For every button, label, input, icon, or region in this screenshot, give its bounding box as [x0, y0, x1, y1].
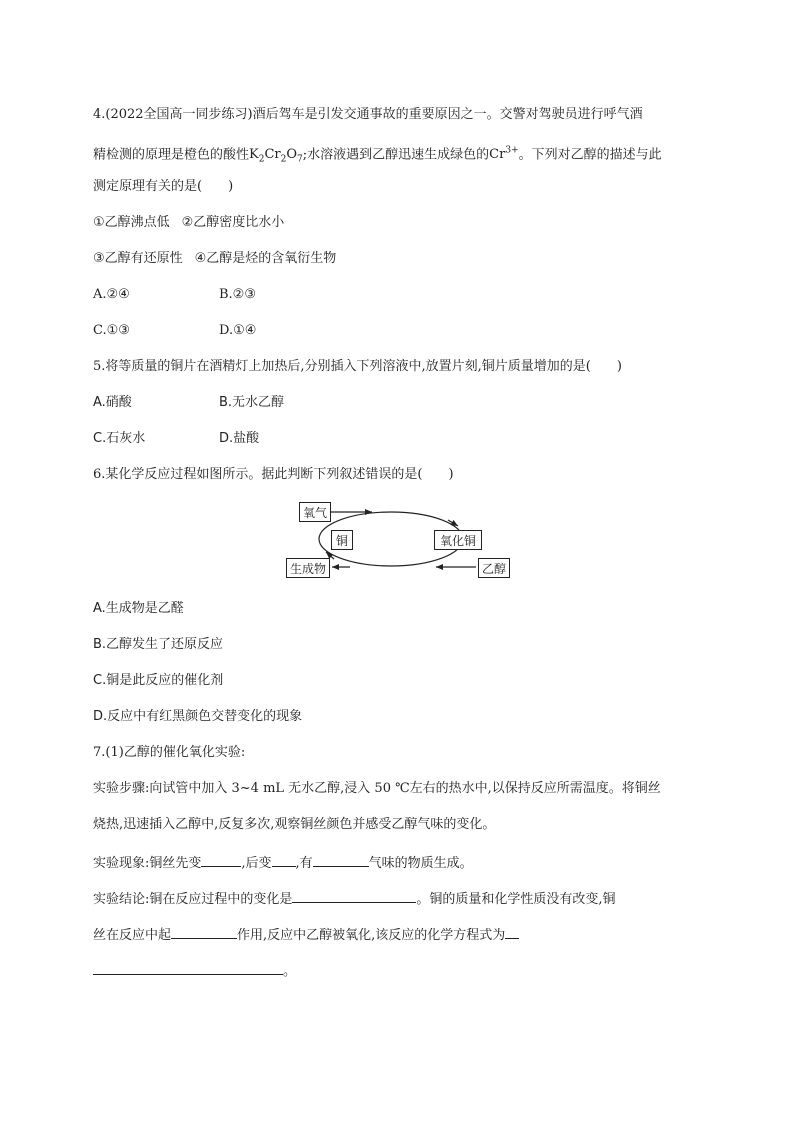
- q4-statement-2: ②乙醇密度比水小: [181, 215, 285, 230]
- q7-blank-change[interactable]: [292, 888, 416, 903]
- box-product: 生成物: [286, 558, 330, 578]
- q6-option-b-line: [93, 636, 223, 654]
- q5-option-b[interactable]: B.无水乙醇: [219, 395, 285, 410]
- q7-conclusion-line-1: [93, 888, 616, 909]
- q6-option-b[interactable]: B.乙醇发生了还原反应: [93, 637, 224, 652]
- q6-stem-end: ): [448, 467, 454, 482]
- q7-phen-c: ,有: [295, 856, 313, 871]
- q7-concl2-b: 作用,反应中乙醇被氧化,该反应的化学方程式为: [237, 928, 506, 943]
- q4-stem-2-pre: 精检测的原理是橙色的酸性: [93, 147, 250, 163]
- q4-statement-1: ①乙醇沸点低: [93, 215, 170, 230]
- q6-stem: 6.某化学反应过程如图所示。据此判断下列叙述错误的是(: [93, 467, 423, 482]
- q5-option-c[interactable]: C.石灰水: [93, 431, 146, 446]
- q6-option-d[interactable]: D.反应中有红黑颜色交替变化的现象: [93, 709, 303, 724]
- q7-concl-b: 。铜的质量和化学性质没有改变,铜: [416, 892, 616, 907]
- q4-source: (2022全国高一同步练习): [105, 107, 253, 122]
- q4-statement-3: ③乙醇有还原性: [93, 251, 183, 266]
- q7-phen-a: 实验现象:铜丝先变: [93, 856, 202, 871]
- q7-title-line: [93, 744, 245, 762]
- q6-option-c[interactable]: C.铜是此反应的催化剂: [93, 673, 224, 688]
- q5-option-d[interactable]: D.盐酸: [219, 431, 260, 446]
- q4-stem-3: 测定原理有关的是(: [93, 179, 203, 194]
- q7-phen-d: 气味的物质生成。: [368, 856, 473, 871]
- q7-conclusion-line-3: [93, 960, 296, 981]
- q7-phenomenon-line: [93, 852, 473, 873]
- q7-concl3-end: 。: [283, 964, 297, 979]
- q7-steps-2: 烧热,迅速插入乙醇中,反复多次,观察铜丝颜色并感受乙醇气味的变化。: [93, 817, 496, 832]
- box-oxygen: 氧气: [299, 502, 331, 522]
- q7-steps-line-2: [93, 816, 495, 834]
- q5-stem: 5.将等质量的铜片在酒精灯上加热后,分别插入下列溶液中,放置片刻,铜片质量增加的是(: [93, 359, 591, 374]
- q6-option-a[interactable]: A.生成物是乙醛: [93, 601, 184, 616]
- q7-blank-equation-start[interactable]: [505, 924, 519, 939]
- q4-option-b[interactable]: B.②③: [219, 287, 256, 302]
- box-copper-oxide: 氧化铜: [434, 530, 482, 550]
- box-copper: 铜: [331, 530, 353, 550]
- q7-blank-role[interactable]: [171, 924, 237, 939]
- q5-stem-end: ): [616, 359, 622, 374]
- q4-stem-1: 酒后驾车是引发交通事故的重要原因之一。交警对驾驶员进行呼气酒: [252, 107, 643, 122]
- q6-option-c-line: [93, 672, 223, 690]
- q7-steps-line-1: [93, 780, 661, 798]
- q7-blank-color-2[interactable]: [272, 852, 296, 867]
- q4-option-a[interactable]: A.②④: [93, 287, 130, 302]
- box-ethanol: 乙醇: [478, 558, 510, 578]
- q7-phen-b: ,后变: [241, 856, 272, 871]
- q4-stem-2-mid: ;水溶液遇到乙醇迅速生成绿色的: [302, 147, 490, 163]
- q5-option-a[interactable]: A.硝酸: [93, 395, 132, 410]
- formula-cr3: $Cr^{3+}$: [489, 146, 519, 163]
- q7-title: 7.(1)乙醇的催化氧化实验:: [93, 745, 246, 760]
- q4-option-c[interactable]: C.①③: [93, 323, 130, 338]
- q6-option-a-line: [93, 600, 184, 618]
- q7-conclusion-line-2: [93, 924, 519, 945]
- q4-option-d[interactable]: D.①④: [219, 323, 257, 338]
- formula-k2cr2o7: $K_2Cr_2O_7$: [249, 147, 303, 165]
- q7-concl2-a: 丝在反应中起: [93, 928, 172, 943]
- q4-stem-2-post: 。下列对乙醇的描述与此: [518, 147, 662, 163]
- q7-blank-smell[interactable]: [313, 852, 369, 867]
- q4-number: 4.: [93, 107, 106, 122]
- q6-option-d-line: [93, 708, 302, 726]
- q4-statement-4: ④乙醇是烃的含氧衍生物: [194, 251, 337, 266]
- q7-concl-a: 实验结论:铜在反应过程中的变化是: [93, 892, 293, 907]
- q7-steps-1: 实验步骤:向试管中加入 3~4 mL 无水乙醇,浸入 50 ℃左右的热水中,以保持反应所需温度。将铜丝: [93, 781, 661, 796]
- q7-blank-equation[interactable]: [93, 960, 283, 975]
- q7-blank-color-1[interactable]: [201, 852, 241, 867]
- q4-stem-3-end: ): [228, 179, 234, 194]
